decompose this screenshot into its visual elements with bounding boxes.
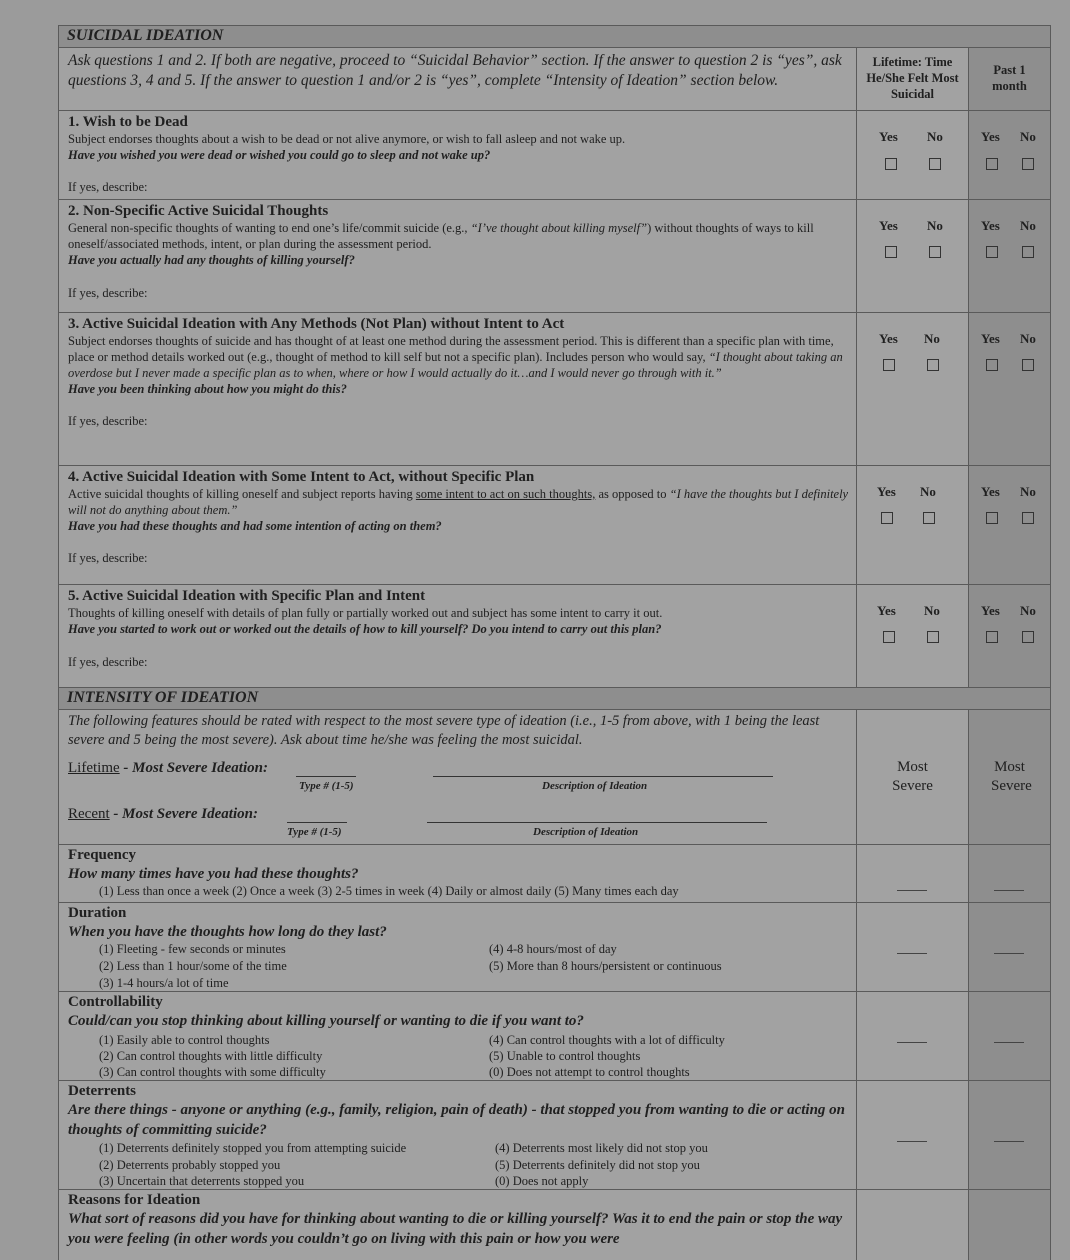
- question-2-quote: “I’ve thought about killing myself”: [470, 221, 648, 235]
- q4-past-yes-label: Yes: [981, 484, 1000, 499]
- section-title: SUICIDAL IDEATION: [67, 27, 224, 44]
- q2-lifetime-yes-label: Yes: [879, 218, 898, 233]
- q4-past-no-label: No: [1020, 484, 1036, 499]
- q5-past-no-label: No: [1020, 603, 1036, 618]
- q2-lifetime-no-label: No: [927, 218, 943, 233]
- question-4-prompt: Have you had these thoughts and had some intention of acting on them?: [68, 519, 442, 533]
- duration-recent-score[interactable]: [994, 953, 1024, 954]
- intensity-of-ideation-header: [59, 688, 1050, 710]
- q2-past-no-checkbox[interactable]: [1022, 246, 1034, 258]
- q1-past-yes-checkbox[interactable]: [986, 158, 998, 170]
- question-5-prompt: Have you started to work out or worked out the details of how to kill yourself? Do you intend to carry out this plan?: [68, 622, 662, 636]
- deterrents-title: Deterrents: [68, 1083, 137, 1099]
- q4-lifetime-no-checkbox[interactable]: [923, 512, 935, 524]
- q5-past-no-checkbox[interactable]: [1022, 631, 1034, 643]
- q2-past-yes-checkbox[interactable]: [986, 246, 998, 258]
- lifetime-most-severe-label: Lifetime - Most Severe Ideation:: [68, 760, 268, 776]
- q3-lifetime-no-checkbox[interactable]: [927, 359, 939, 371]
- lifetime-description-field[interactable]: [433, 776, 773, 777]
- question-1-row: [59, 111, 1050, 200]
- controllability-recent-score[interactable]: [994, 1042, 1024, 1043]
- reasons-question: What sort of reasons did you have for thinking about wanting to die or killing yourself? Was it to end the pain or stop the way you were feeling (in other words you couldn’t go on living with this pain or how you were: [68, 1211, 843, 1247]
- controllability-option-5: (5) Unable to control thoughts: [489, 1049, 641, 1063]
- suicidal-ideation-header: [59, 26, 1050, 48]
- question-5-row: [59, 585, 1050, 688]
- duration-option-4: (4) 4-8 hours/most of day: [489, 942, 617, 956]
- q4-past-no-checkbox[interactable]: [1022, 512, 1034, 524]
- duration-lifetime-score[interactable]: [897, 953, 927, 954]
- question-4-title: 4. Active Suicidal Ideation with Some Intent to Act, without Specific Plan: [68, 469, 535, 485]
- q3-past-no-checkbox[interactable]: [1022, 359, 1034, 371]
- duration-question: When you have the thoughts how long do they last?: [68, 924, 387, 940]
- past-month-column-header: Past 1 month: [992, 63, 1027, 93]
- section-title: INTENSITY OF IDEATION: [67, 689, 259, 706]
- question-4-description-underlined: some intent to act on such thoughts,: [415, 487, 596, 501]
- q5-lifetime-yes-label: Yes: [877, 603, 896, 618]
- frequency-title: Frequency: [68, 847, 137, 863]
- q3-lifetime-yes-label: Yes: [879, 331, 898, 346]
- q3-lifetime-yes-checkbox[interactable]: [883, 359, 895, 371]
- q2-lifetime-no-checkbox[interactable]: [929, 246, 941, 258]
- question-3-row: [59, 313, 1050, 466]
- deterrents-recent-score[interactable]: [994, 1141, 1024, 1142]
- duration-option-1: (1) Fleeting - few seconds or minutes: [99, 942, 286, 956]
- controllability-option-4: (4) Can control thoughts with a lot of difficulty: [489, 1033, 725, 1047]
- question-4-description-a: Active suicidal thoughts of killing oneself and subject reports having: [68, 487, 413, 501]
- q3-past-no-label: No: [1020, 331, 1036, 346]
- reasons-row: [59, 1190, 1050, 1260]
- question-2-describe: If yes, describe:: [68, 286, 148, 300]
- q4-lifetime-yes-label: Yes: [877, 484, 896, 499]
- deterrents-lifetime-score[interactable]: [897, 1141, 927, 1142]
- controllability-row: [59, 992, 1050, 1081]
- recent-type-field[interactable]: [287, 822, 347, 823]
- q2-past-yes-label: Yes: [981, 218, 1000, 233]
- lifetime-most-severe-header: Most Severe: [892, 759, 933, 794]
- question-3-title: 3. Active Suicidal Ideation with Any Methods (Not Plan) without Intent to Act: [68, 316, 565, 332]
- ssrs-form: [58, 25, 1051, 1260]
- controllability-lifetime-score[interactable]: [897, 1042, 927, 1043]
- q1-lifetime-yes-checkbox[interactable]: [885, 158, 897, 170]
- question-3-quote: “I thought about taking an overdose but I never made a specific plan as to when, where or how I would actually do it…and I would never go through with it.”: [68, 350, 843, 380]
- recent-most-severe-label: Recent - Most Severe Ideation:: [68, 806, 258, 822]
- q3-past-yes-label: Yes: [981, 331, 1000, 346]
- deterrents-option-2: (2) Deterrents probably stopped you: [99, 1158, 281, 1172]
- question-3-describe: If yes, describe:: [68, 414, 148, 428]
- deterrents-option-1: (1) Deterrents definitely stopped you from attempting suicide: [99, 1141, 407, 1155]
- deterrents-option-5: (5) Deterrents definitely did not stop you: [495, 1158, 700, 1172]
- question-2-row: [59, 200, 1050, 313]
- q4-lifetime-yes-checkbox[interactable]: [881, 512, 893, 524]
- question-1-describe: If yes, describe:: [68, 180, 148, 194]
- q3-past-yes-checkbox[interactable]: [986, 359, 998, 371]
- q1-lifetime-no-checkbox[interactable]: [929, 158, 941, 170]
- reasons-title: Reasons for Ideation: [68, 1192, 201, 1208]
- q5-past-yes-checkbox[interactable]: [986, 631, 998, 643]
- duration-option-3: (3) 1-4 hours/a lot of time: [99, 976, 229, 990]
- recent-most-severe-header: Most Severe: [991, 759, 1032, 794]
- duration-title: Duration: [68, 905, 127, 921]
- frequency-lifetime-score[interactable]: [897, 890, 927, 891]
- instructions-text: Ask questions 1 and 2. If both are negative, proceed to “Suicidal Behavior” section. If the answer to question 2 is “yes”, ask questions 3, 4 and 5. If the answer to question 1 and/or 2 is “yes”, complete “Intensity of Ideation” section below.: [68, 52, 842, 89]
- question-5-describe: If yes, describe:: [68, 655, 148, 669]
- question-1-title: 1. Wish to be Dead: [68, 114, 188, 130]
- lifetime-type-label: Type # (1-5): [299, 780, 354, 792]
- q2-lifetime-yes-checkbox[interactable]: [885, 246, 897, 258]
- question-2-description-b: ) without thoughts of ways to kill oneself/associated methods, intent, or plan during the assessment period.: [68, 221, 814, 251]
- question-1-prompt: Have you wished you were dead or wished you could go to sleep and not wake up?: [68, 148, 491, 162]
- q5-lifetime-no-checkbox[interactable]: [927, 631, 939, 643]
- q4-lifetime-no-label: No: [920, 484, 936, 499]
- lifetime-column-header: Lifetime: Time He/She Felt Most Suicidal: [866, 55, 959, 101]
- question-1-description: Subject endorses thoughts about a wish to be dead or not alive anymore, or wish to fall asleep and not wake up.: [68, 132, 626, 146]
- controllability-question: Could/can you stop thinking about killing yourself or wanting to die if you want to?: [68, 1013, 584, 1029]
- deterrents-option-4: (4) Deterrents most likely did not stop you: [495, 1141, 708, 1155]
- q3-lifetime-no-label: No: [924, 331, 940, 346]
- most-severe-ideation-row: [59, 710, 1050, 845]
- question-4-row: [59, 466, 1050, 585]
- q5-lifetime-no-label: No: [924, 603, 940, 618]
- question-4-description-b: as opposed to: [598, 487, 667, 501]
- question-4-quote: “I have the thoughts but I definitely will not do anything about them.”: [68, 487, 849, 517]
- controllability-option-1: (1) Easily able to control thoughts: [99, 1033, 270, 1047]
- frequency-recent-score[interactable]: [994, 890, 1024, 891]
- duration-row: [59, 903, 1050, 992]
- controllability-title: Controllability: [68, 994, 163, 1010]
- deterrents-row: [59, 1081, 1050, 1190]
- recent-description-field[interactable]: [427, 822, 767, 823]
- q5-lifetime-yes-checkbox[interactable]: [883, 631, 895, 643]
- question-3-description: Subject endorses thoughts of suicide and has thought of at least one method during the assessment period. This is different than a specific plan with time, place or method details worked out (e.g., thought of method to kill self but not a specific plan). Includes person who would say,: [68, 334, 834, 364]
- question-5-description: Thoughts of killing oneself with details of plan fully or partially worked out and subject has some intent to carry it out.: [68, 606, 663, 620]
- question-5-title: 5. Active Suicidal Ideation with Specific Plan and Intent: [68, 588, 426, 604]
- controllability-option-0: (0) Does not attempt to control thoughts: [489, 1065, 690, 1079]
- q1-past-no-label: No: [1020, 129, 1036, 144]
- q5-past-yes-label: Yes: [981, 603, 1000, 618]
- lifetime-type-field[interactable]: [296, 776, 356, 777]
- q1-lifetime-no-label: No: [927, 129, 943, 144]
- controllability-option-2: (2) Can control thoughts with little difficulty: [99, 1049, 323, 1063]
- question-3-prompt: Have you been thinking about how you might do this?: [68, 382, 347, 396]
- deterrents-option-0: (0) Does not apply: [495, 1174, 589, 1188]
- q2-past-no-label: No: [1020, 218, 1036, 233]
- frequency-options: (1) Less than once a week (2) Once a week (3) 2-5 times in week (4) Daily or almost daily (5) Many times each day: [99, 884, 679, 898]
- question-2-prompt: Have you actually had any thoughts of killing yourself?: [68, 253, 355, 267]
- question-2-title: 2. Non-Specific Active Suicidal Thoughts: [68, 203, 329, 219]
- q1-past-yes-label: Yes: [981, 129, 1000, 144]
- frequency-row: [59, 845, 1050, 903]
- lifetime-description-label: Description of Ideation: [542, 780, 648, 792]
- recent-type-label: Type # (1-5): [287, 826, 342, 838]
- q1-past-no-checkbox[interactable]: [1022, 158, 1034, 170]
- q1-lifetime-yes-label: Yes: [879, 129, 898, 144]
- question-4-describe: If yes, describe:: [68, 551, 148, 565]
- duration-option-5: (5) More than 8 hours/persistent or continuous: [489, 959, 722, 973]
- instructions-row: [59, 48, 1050, 111]
- deterrents-option-3: (3) Uncertain that deterrents stopped you: [99, 1174, 305, 1188]
- frequency-question: How many times have you had these thoughts?: [68, 866, 359, 882]
- q4-past-yes-checkbox[interactable]: [986, 512, 998, 524]
- duration-option-2: (2) Less than 1 hour/some of the time: [99, 959, 287, 973]
- controllability-option-3: (3) Can control thoughts with some difficulty: [99, 1065, 326, 1079]
- intensity-instructions: The following features should be rated with respect to the most severe type of ideation (i.e., 1-5 from above, with 1 being the least severe and 5 being the most severe). Ask about time he/she was feeling the most suicidal.: [68, 713, 820, 748]
- deterrents-question: Are there things - anyone or anything (e.g., family, religion, pain of death) - that stopped you from wanting to die or acting on thoughts of committing suicide?: [68, 1102, 845, 1138]
- recent-description-label: Description of Ideation: [533, 826, 639, 838]
- question-2-description-a: General non-specific thoughts of wanting to end one’s life/commit suicide (e.g.,: [68, 221, 468, 235]
